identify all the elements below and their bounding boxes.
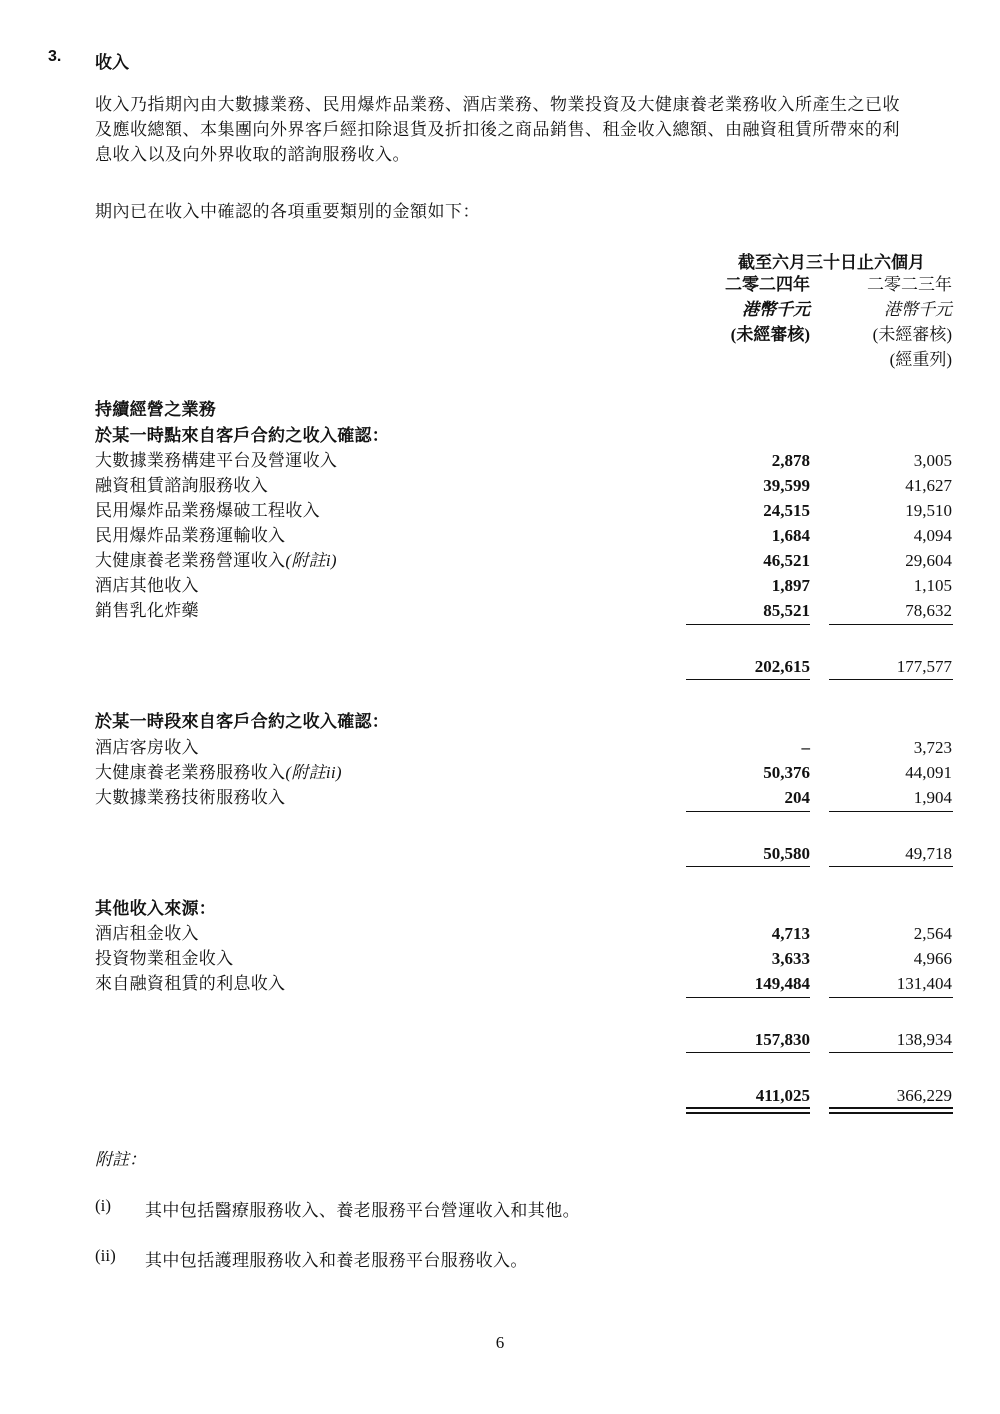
audit-label: (未經審核) <box>730 325 810 344</box>
continuing-heading: 持續經營之業務 <box>95 400 217 419</box>
grand-total-2023: 366,229 <box>896 1086 952 1105</box>
unit-label: 港幣千元 <box>884 300 952 319</box>
section-title: 收入 <box>95 53 129 72</box>
table-row-label: 來自融資租賃的利息收入 <box>95 974 286 993</box>
restated-label: (經重列) <box>889 350 952 369</box>
subtotal-2023: 49,718 <box>905 844 952 863</box>
table-row-label: 酒店租金收入 <box>95 924 199 943</box>
value-2023: 3,005 <box>913 451 952 470</box>
subtotal-2024: 50,580 <box>763 844 810 863</box>
table-row-label: 酒店客房收入 <box>95 738 199 757</box>
table-row-label: 大數據業務構建平台及營運收入 <box>95 451 338 470</box>
value-2024: 3,633 <box>771 949 810 968</box>
subtotal-rule <box>686 866 810 867</box>
table-row-label: 大健康養老業務營運收入(附註i) <box>95 551 337 570</box>
table-row-label: 民用爆炸品業務運輸收入 <box>95 526 286 545</box>
total-double-rule <box>829 1107 953 1114</box>
note-reference: (附註ii) <box>285 763 342 782</box>
paragraph-line: 收入乃指期內由大數據業務、民用爆炸品業務、酒店業務、物業投資及大健康養老業務收入所產生之已收 <box>95 95 900 114</box>
value-2024: 50,376 <box>763 763 810 782</box>
point-in-time-heading: 於某一時點來自客戶合約之收入確認： <box>95 426 390 445</box>
value-2023: 2,564 <box>913 924 952 943</box>
subtotal-2024: 157,830 <box>754 1030 810 1049</box>
grand-total-2024: 411,025 <box>755 1086 810 1105</box>
value-2023: 4,966 <box>913 949 952 968</box>
subtotal-rule <box>686 624 810 625</box>
value-2024: 1,897 <box>771 576 810 595</box>
value-2024: 2,878 <box>771 451 810 470</box>
page-number: 6 <box>495 1333 505 1352</box>
table-row-label: 民用爆炸品業務爆破工程收入 <box>95 501 320 520</box>
subtotal-rule <box>829 866 953 867</box>
subtotal-rule <box>829 679 953 680</box>
note-text: 其中包括護理服務收入和養老服務平台服務收入。 <box>145 1251 528 1270</box>
table-row-label: 大健康養老業務服務收入(附註ii) <box>95 763 342 782</box>
value-2023: 78,632 <box>905 601 952 620</box>
subtotal-rule <box>829 1052 953 1053</box>
year-label: 二零二三年 <box>867 275 952 294</box>
subtotal-2023: 138,934 <box>896 1030 952 1049</box>
value-2023: 3,723 <box>913 738 952 757</box>
note-number: (i) <box>95 1196 112 1215</box>
subtotal-2024: 202,615 <box>754 657 810 676</box>
value-2024: 204 <box>784 788 810 807</box>
subtotal-2023: 177,577 <box>896 657 952 676</box>
value-2023: 1,105 <box>913 576 952 595</box>
column-header-2024 <box>650 272 810 347</box>
subtotal-rule <box>686 811 810 812</box>
value-2024: 46,521 <box>763 551 810 570</box>
paragraph-line: 息收入以及向外界收取的諮詢服務收入。 <box>95 145 410 164</box>
column-header-2023 <box>792 272 952 372</box>
value-2023: 19,510 <box>905 501 952 520</box>
value-2024: 85,521 <box>763 601 810 620</box>
table-row-label: 融資租賃諮詢服務收入 <box>95 476 268 495</box>
value-2023: 4,094 <box>913 526 952 545</box>
subtotal-rule <box>686 679 810 680</box>
intro-paragraph <box>95 92 957 167</box>
subtotal-rule <box>686 997 810 998</box>
over-time-heading: 於某一時段來自客戶合約之收入確認： <box>95 712 390 731</box>
value-2023: 44,091 <box>905 763 952 782</box>
section-number: 3. <box>48 48 62 65</box>
table-intro: 期內已在收入中確認的各項重要類別的金額如下： <box>95 202 480 221</box>
period-header: 截至六月三十日止六個月 <box>738 253 925 272</box>
value-2023: 29,604 <box>905 551 952 570</box>
value-2024: 4,713 <box>771 924 810 943</box>
total-double-rule <box>686 1107 810 1114</box>
value-2023: 41,627 <box>905 476 952 495</box>
value-2024: 39,599 <box>763 476 810 495</box>
audit-label: (未經審核) <box>872 325 952 344</box>
note-number: (ii) <box>95 1246 116 1265</box>
table-row-label: 銷售乳化炸藥 <box>95 601 199 620</box>
value-2024: 1,684 <box>771 526 810 545</box>
value-2023: 1,904 <box>913 788 952 807</box>
table-row-label: 酒店其他收入 <box>95 576 199 595</box>
subtotal-rule <box>829 811 953 812</box>
notes-title: 附註： <box>95 1150 146 1169</box>
unit-label: 港幣千元 <box>742 300 810 319</box>
subtotal-rule <box>829 997 953 998</box>
year-label: 二零二四年 <box>725 275 810 294</box>
subtotal-rule <box>686 1052 810 1053</box>
paragraph-line: 及應收總額、本集團向外界客戶經扣除退貨及折扣後之商品銷售、租金收入總額、由融資租賃所帶來的利 <box>95 120 900 139</box>
value-2024: 24,515 <box>763 501 810 520</box>
table-row-label: 大數據業務技術服務收入 <box>95 788 286 807</box>
note-reference: (附註i) <box>285 551 337 570</box>
note-text: 其中包括醫療服務收入、養老服務平台營運收入和其他。 <box>145 1201 580 1220</box>
subtotal-rule <box>829 624 953 625</box>
value-2024: – <box>801 738 810 757</box>
other-sources-heading: 其他收入來源： <box>95 899 217 918</box>
table-row-label: 投資物業租金收入 <box>95 949 234 968</box>
value-2023: 131,404 <box>896 974 952 993</box>
value-2024: 149,484 <box>754 974 810 993</box>
